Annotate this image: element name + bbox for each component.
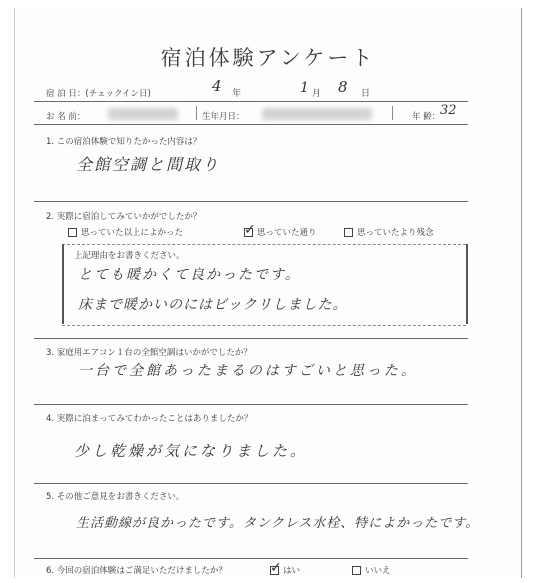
q2-divider [34, 338, 468, 339]
q2-reason-label: 上記理由をお書きください。 [74, 251, 185, 261]
q6-option-yes-label: はい [283, 566, 301, 576]
age-label: 年 齢： [412, 112, 441, 122]
q1-question: 1. この宿泊体験で知りたかった内容は？ [46, 137, 202, 147]
bracket-right-icon [466, 244, 468, 324]
q2-option-1-label: 思っていた以上によかった [81, 228, 184, 238]
checkbox-icon[interactable] [68, 228, 77, 237]
q3-answer: 一台で全館あったまるのはすごいと思った。 [78, 363, 418, 379]
q6-option-yes[interactable] [270, 560, 301, 576]
q6-question: 6. 今回の宿泊体験はご満足いただけましたか？ [46, 566, 227, 576]
name-label: お 名 前： [46, 112, 86, 122]
stay-date-label: 宿 泊 日：(チェックイン日) [46, 89, 151, 99]
q1-divider [34, 201, 468, 202]
checkmark-icon: ✓ [270, 560, 282, 576]
header-separator [196, 106, 197, 120]
q3-question: 3. 家庭用エアコン１台の全館空調はいかがでしたか？ [46, 348, 252, 358]
q5-question: 5. その他ご意見をお書きください。 [46, 492, 185, 502]
birth-redacted [262, 108, 372, 120]
q2-option-3[interactable] [344, 226, 434, 238]
day-unit: 日 [361, 89, 371, 99]
q5-answer: 生活動線が良かったです。タンクレス水栓、特によかったです。 [76, 516, 480, 531]
year-unit: 年 [232, 89, 242, 99]
age-value: 32 [440, 103, 457, 118]
checkbox-icon[interactable] [352, 566, 361, 575]
checkbox-icon[interactable] [270, 560, 282, 576]
name-redacted [108, 108, 178, 120]
q4-question: 4. 実際に泊まってみてわかったことはありましたか？ [46, 414, 253, 424]
q2-question: 2. 実際に宿泊してみていかがでしたか？ [46, 212, 202, 222]
header-separator [392, 106, 393, 120]
q3-divider [34, 404, 468, 405]
q2-answer-line1: とても暖かくて良かったです。 [78, 267, 301, 283]
q2-option-2[interactable] [244, 222, 317, 238]
header-divider-2 [34, 124, 468, 125]
month-unit: 月 [312, 89, 322, 99]
q6-option-no-label: いいえ [365, 566, 391, 576]
q2-option-2-label: 思っていた通り [257, 228, 317, 238]
day-value: 8 [338, 78, 348, 96]
checkmark-icon: ✓ [244, 222, 256, 238]
month-value: 1 [300, 80, 309, 96]
birth-label: 生年月日： [202, 112, 245, 122]
header-divider-1 [34, 101, 468, 102]
page-title: 宿泊体験アンケート [160, 46, 376, 70]
checkbox-icon[interactable] [344, 228, 353, 237]
bracket-left-icon [62, 244, 64, 324]
checkbox-icon[interactable] [244, 222, 256, 238]
year-value: 4 [212, 77, 222, 95]
q2-answer-line2: 床まで暖かいのにはビックリしました。 [78, 297, 348, 313]
q4-divider [34, 483, 468, 484]
q2-option-3-label: 思っていたより残念 [357, 228, 434, 238]
q5-divider [34, 558, 468, 559]
q4-answer: 少し乾燥が気になりました。 [74, 442, 309, 460]
q2-option-1[interactable] [68, 226, 183, 238]
q1-answer: 全館空調と間取り [76, 155, 221, 174]
q6-option-no[interactable] [352, 564, 391, 576]
